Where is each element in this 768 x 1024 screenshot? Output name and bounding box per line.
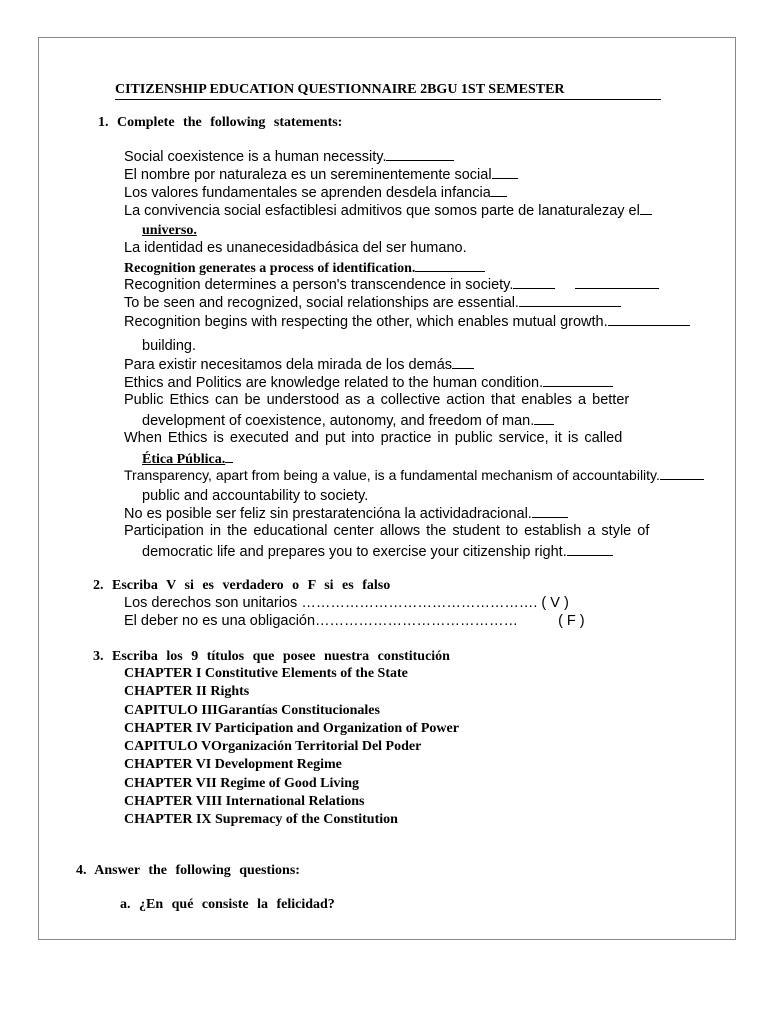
true-false-answer: ( F ) bbox=[558, 613, 585, 629]
constitution-title-1: CHAPTER I Constitutive Elements of the State bbox=[124, 666, 408, 681]
statement-12-continuation: development of coexistence, autonomy, and freedom of man. bbox=[142, 412, 554, 429]
statement-7: Recognition determines a person's transcendence in society. bbox=[121, 276, 659, 293]
true-false-item-2: El deber no es una obligación…………………………………… ( F ) bbox=[124, 613, 585, 629]
statement-14-continuation: public and accountability to society. bbox=[142, 488, 369, 504]
section-3-heading: 3. Escriba los 9 títulos que posee nuestra constitución bbox=[93, 649, 450, 664]
constitution-title-3: CAPITULO IIIGarantías Constitucionales bbox=[124, 703, 380, 718]
section-4-heading: 4. Answer the following questions: bbox=[76, 863, 300, 878]
statement-10: Para existir necesitamos dela mirada de los demás bbox=[121, 356, 474, 373]
statement-8: To be seen and recognized, social relationships are essential. bbox=[121, 294, 621, 311]
constitution-title-5: CAPITULO VOrganización Territorial Del Poder bbox=[124, 739, 422, 754]
constitution-title-7: CHAPTER VII Regime of Good Living bbox=[124, 776, 360, 791]
statement-13: When Ethics is executed and put into practice in public service, it is called bbox=[124, 430, 623, 446]
statement-3: Los valores fundamentales se aprenden desdela infancia bbox=[121, 184, 507, 201]
statement-1: Social coexistence is a human necessity. bbox=[121, 148, 454, 165]
statement-14: Transparency, apart from being a value, is a fundamental mechanism of accountability. bbox=[121, 467, 704, 483]
section-2-heading: 2. Escriba V si es verdadero o F si es falso bbox=[93, 578, 391, 593]
statement-15: No es posible ser feliz sin prestaratencióna la actividadracional. bbox=[121, 505, 568, 522]
constitution-title-8: CHAPTER VIII International Relations bbox=[124, 794, 365, 809]
constitution-title-6: CHAPTER VI Development Regime bbox=[124, 757, 342, 772]
statement-12: Public Ethics can be understood as a collective action that enables a better bbox=[124, 392, 630, 408]
section-1-heading: 1. Complete the following statements: bbox=[98, 115, 343, 130]
constitution-title-9: CHAPTER IX Supremacy of the Constitution bbox=[124, 812, 398, 827]
statement-6: Recognition generates a process of identification. bbox=[121, 259, 485, 277]
question-a: a. ¿En qué consiste la felicidad? bbox=[120, 897, 335, 912]
document-title: CITIZENSHIP EDUCATION QUESTIONNAIRE 2BGU 1ST SEMESTER bbox=[115, 82, 661, 100]
statement-2: El nombre por naturaleza es un sereminentemente social bbox=[121, 166, 518, 183]
statement-11: Ethics and Politics are knowledge related to the human condition. bbox=[121, 374, 613, 391]
statement-13-continuation: Ética Pública. bbox=[142, 450, 233, 468]
statement-9-continuation: building. bbox=[142, 338, 197, 354]
statement-16-continuation: democratic life and prepares you to exercise your citizenship right. bbox=[142, 543, 613, 560]
true-false-item-1: Los derechos son unitarios …………………………………………. ( V ) bbox=[124, 595, 569, 611]
statement-5: La identidad es unanecesidadbásica del ser humano. bbox=[124, 240, 467, 256]
statement-16: Participation in the educational center allows the student to establish a style of bbox=[124, 523, 650, 539]
statement-9: Recognition begins with respecting the other, which enables mutual growth. bbox=[121, 313, 690, 330]
statement-4: La convivencia social esfactiblesi admitivos que somos parte de lanaturalezay el bbox=[121, 202, 652, 219]
constitution-title-4: CHAPTER IV Participation and Organization of Power bbox=[124, 721, 459, 736]
constitution-title-2: CHAPTER II Rights bbox=[124, 684, 250, 699]
statement-4-continuation: universo. bbox=[142, 223, 197, 238]
